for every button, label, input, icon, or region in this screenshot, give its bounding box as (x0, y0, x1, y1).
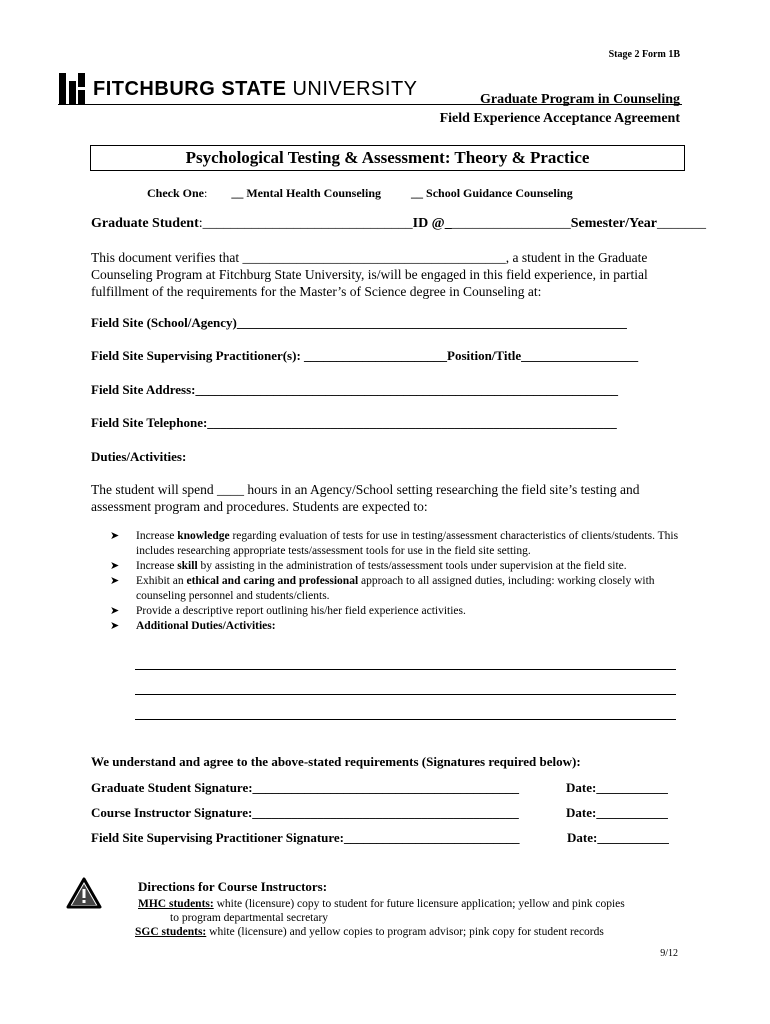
field-site-input[interactable]: Field Site (School/Agency)____________________________________________________________ (91, 315, 627, 330)
field-site-address-input[interactable]: Field Site Address:_________________________________________________________________ (91, 382, 618, 397)
student-signature-field[interactable]: Graduate Student Signature:_________________________________________ (91, 780, 520, 795)
duties-list (110, 529, 682, 634)
course-title-box (90, 145, 685, 171)
practitioner-date-field[interactable]: Date:___________ (567, 830, 669, 845)
additional-duties-line-3[interactable] (135, 719, 676, 720)
additional-duties-line-1[interactable] (135, 669, 676, 670)
instructor-directions (135, 879, 698, 939)
duty-item-report: ➤ Provide a descriptive report outlining his/her field experience activities. (110, 605, 466, 617)
duty-item-additional: ➤ Additional Duties/Activities: (110, 620, 276, 632)
duty-item-ethical: ➤ Exhibit an ethical and caring and professional approach to all assigned duties, including: working closely with counseling personnel and students/clients. (110, 575, 655, 602)
form-id: Stage 2 Form 1B (608, 49, 680, 60)
mhc-directions-cont: to program departmental secretary (170, 912, 329, 924)
agreement-title: Field Experience Acceptance Agreement (439, 111, 680, 126)
hours-paragraph: The student will spend ____ hours in an Agency/School setting researching the field site’s testing and assessment program and procedures. Students are expected to: (91, 482, 640, 514)
id-field[interactable]: _________________ (451, 216, 571, 231)
program-title: Graduate Program in Counseling (479, 92, 680, 107)
graduate-student-field[interactable]: :______________________________ (198, 216, 413, 231)
semester-year-field[interactable]: _______ (657, 216, 707, 231)
option-mental-health[interactable]: __ Mental Health Counseling (231, 186, 382, 200)
arrowhead-bullet-icon: ➤ (110, 620, 120, 632)
graduate-student-label: Graduate Student (91, 216, 199, 231)
directions-title: Directions for Course Instructors: (138, 879, 328, 894)
graduate-student-line (91, 216, 706, 232)
instructor-date-field[interactable]: Date:___________ (566, 805, 668, 820)
additional-duties-line-2[interactable] (135, 694, 676, 695)
instructor-signature-field[interactable]: Course Instructor Signature:_________________________________________ (91, 805, 519, 820)
verification-paragraph: This document verifies that _______________________________________, a student in the Graduate Counseling Program at Fitchburg State University, is/will be engaged in this field experience, in partial fulfillment of the requirements for the Master’s of Science degree in Counseling at: (91, 250, 648, 299)
supervising-practitioner-input[interactable]: Field Site Supervising Practitioner(s): ______________________Position/Title__________________ (91, 348, 639, 363)
agreement-statement: We understand and agree to the above-stated requirements (Signatures required below): (91, 754, 581, 769)
page-number: 9/12 (660, 948, 678, 959)
duties-heading: Duties/Activities: (91, 449, 187, 464)
check-one-label: Check One (147, 186, 204, 200)
duty-item-skill: ➤ Increase skill by assisting in the administration of tests/assessment tools under supervision at the field site. (110, 560, 627, 572)
student-date-field[interactable]: Date:___________ (566, 780, 668, 795)
practitioner-signature-field[interactable]: Field Site Supervising Practitioner Signature:___________________________ (91, 830, 520, 845)
header-divider (58, 104, 682, 105)
duty-item-knowledge: ➤ Increase knowledge regarding evaluation of tests for use in testing/assessment characteristics of clients/students. This includes researching appropriate tests/assessment tools for use in the field site setting. (110, 530, 679, 557)
field-site-telephone-input[interactable]: Field Site Telephone:_______________________________________________________________ (91, 415, 617, 430)
arrowhead-bullet-icon: ➤ (110, 605, 120, 617)
university-logo-mark-icon (59, 73, 85, 105)
warning-triangle-icon (66, 877, 102, 909)
semester-year-label: Semester/Year (570, 216, 658, 231)
arrowhead-bullet-icon: ➤ (110, 575, 120, 587)
check-one-row: Check One: __ Mental Health Counseling __ School Guidance Counseling (147, 186, 573, 200)
mhc-directions: MHC students: white (licensure) copy to student for future licensure application; yellow and pink copies (138, 898, 625, 910)
id-label: ID @_ (412, 216, 452, 231)
arrowhead-bullet-icon: ➤ (110, 560, 120, 572)
university-logo (59, 72, 418, 106)
sgc-directions: SGC students: white (licensure) and yellow copies to program advisor; pink copy for student records (135, 926, 604, 938)
course-title: Psychological Testing & Assessment: Theory & Practice (185, 148, 590, 167)
option-school-guidance[interactable]: __ School Guidance Counseling (411, 186, 573, 200)
university-wordmark: FITCHBURG STATE UNIVERSITY (93, 77, 418, 100)
arrowhead-bullet-icon: ➤ (110, 530, 120, 542)
